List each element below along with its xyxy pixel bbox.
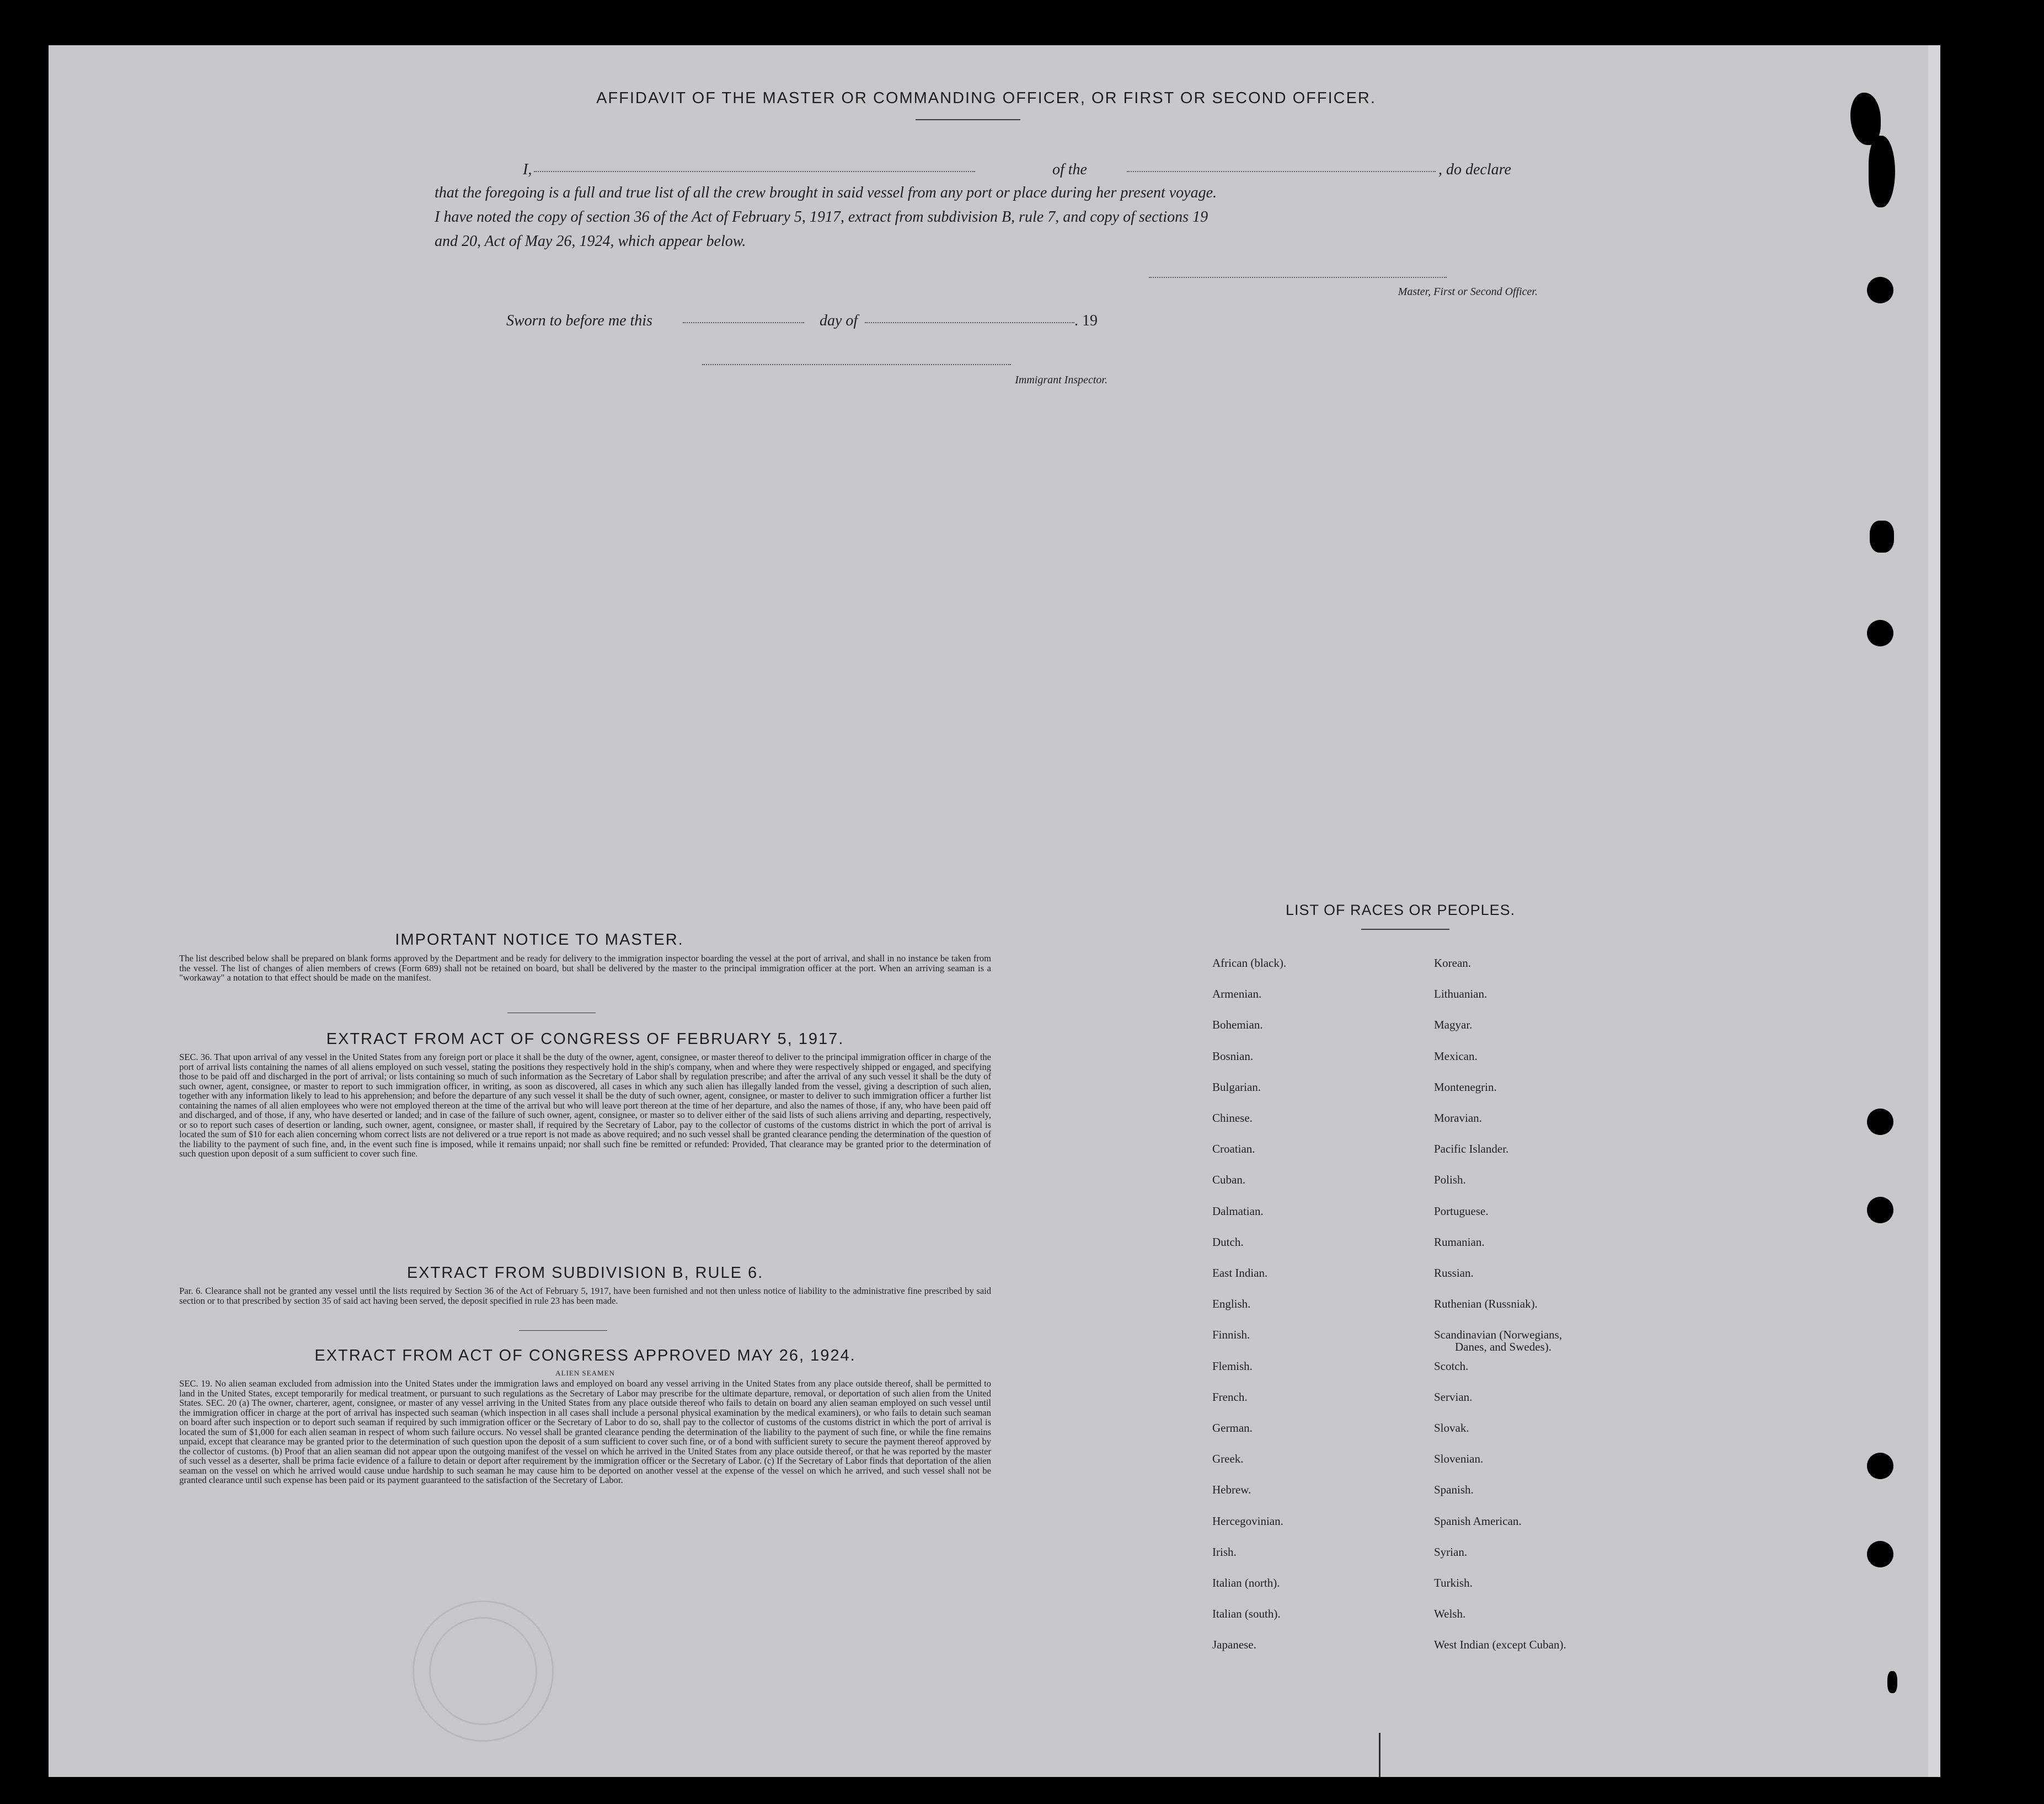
declaration-line-1-start: I, (523, 161, 532, 178)
vessel-blank (1127, 171, 1436, 172)
affidavit-title: AFFIDAVIT OF THE MASTER OR COMMANDING OFFICER, OR FIRST OR SECOND OFFICER. (596, 89, 1376, 107)
race-item: Bohemian. (1212, 1018, 1263, 1032)
extract-1924-subtitle: ALIEN SEAMEN (555, 1369, 615, 1377)
embossed-seal-inner (429, 1617, 537, 1725)
race-item: Bulgarian. (1212, 1080, 1261, 1094)
race-item: Pacific Islander. (1434, 1142, 1509, 1156)
declaration-line-2: that the foregoing is a full and true list of all the crew brought in said vessel from any port or place during her present voyage. (435, 184, 1217, 201)
race-item: Hebrew. (1212, 1483, 1251, 1497)
race-item: Spanish American. (1434, 1514, 1522, 1528)
race-item: Servian. (1434, 1390, 1473, 1404)
race-item: Moravian. (1434, 1111, 1482, 1125)
race-item: Slovenian. (1434, 1452, 1484, 1466)
punch-hole (1867, 1109, 1893, 1135)
subdivision-text: Par. 6. Clearance shall not be granted any vessel until the lists required by Section 36 of the Act of February 5, 1917, have been furnished and not then unless notice of liability to the administrative fine prescribed by said section or to that prescribed by section 35 of said act having been served, the deposit specified in rule 23 has been made. (179, 1286, 991, 1306)
notice-text: The list described below shall be prepared on blank forms approved by the Department and be ready for delivery to the immigration inspector boarding the vessel at the port of arrival, and shall in no instance be taken from the vessel. The list of changes of alien members of crews (Form 689) shall not be retained on board, but shall be delivered by the master to the principal immigration officer at the port. When an arriving seaman is a "workaway" a notation to that effect should be made on the manifest. (179, 953, 991, 983)
race-item: Scandinavian (Norwegians, (1434, 1328, 1563, 1342)
race-item: Cuban. (1212, 1173, 1246, 1187)
extract-1917-text: SEC. 36. That upon arrival of any vessel in the United States from any foreign port or place it shall be the duty of the owner, agent, consignee, or master thereof to deliver to the principal immigration officer in charge of the port of arrival lists containing the names of all aliens employed on such vessel, stating the positions they respectively hold in the ship's company, when and where they were respectively shipped or engaged, and specifying those to be paid off and discharged in the port of arrival; or lists containing so much of such information as the Secretary of Labor shall by regulation prescribe; and after the arrival of any such vessel it shall be the duty of such owner, agent, consignee, or master to report to such immigration officer, in writing, as soon as discovered, all cases in which any such alien has illegally landed from the vessel, giving a description of such alien, together with any information likely to lead to his apprehension; and before the departure of any such vessel it shall be the duty of such owner, agent, consignee, or master to deliver to such immigration officer a further list containing the names of all alien employees who were not employed thereon at the time of the arrival but who will leave port thereon at the time of her departure, and also the names of those, if any, who have been paid off and discharged, and of those, if any, who have deserted or landed; and in case of the failure of such owner, agent, consignee, or master so to deliver either of the said lists of such aliens arriving and departing, respectively, or so to report such cases of desertion or landing, such owner, agent, consignee, or master shall, if required by the Secretary of Labor, pay to the collector of customs of the customs district in which the port of arrival is located the sum of $10 for each alien concerning whom correct lists are not delivered or a true report is not made as above required; and no such vessel shall be granted clearance pending the determination of the question of the liability to the payment of such fine, and, in the event such fine is imposed, while it remains unpaid; nor shall such fine be remitted or refunded: Provided, That clearance may be granted prior to the determination of such question upon deposit of a sum sufficient to cover such fine. (179, 1052, 991, 1159)
race-item: Scotch. (1434, 1359, 1469, 1373)
race-item: French. (1212, 1390, 1248, 1404)
punch-hole (1867, 277, 1893, 303)
race-item: Finnish. (1212, 1328, 1250, 1342)
punch-hole (1867, 1197, 1893, 1223)
punch-hole (1867, 1453, 1893, 1479)
race-item: Croatian. (1212, 1142, 1255, 1156)
declaration-line-3: I have noted the copy of section 36 of the Act of February 5, 1917, extract from subdivision B, rule 7, and copy of sections 19 (435, 208, 1208, 226)
month-blank (865, 322, 1074, 323)
race-item: Japanese. (1212, 1638, 1256, 1652)
punch-hole (1867, 1541, 1893, 1567)
race-item: Armenian. (1212, 987, 1262, 1001)
race-item: Flemish. (1212, 1359, 1253, 1373)
race-item: Spanish. (1434, 1483, 1474, 1497)
race-item: Italian (north). (1212, 1576, 1280, 1589)
edge-damage (1887, 1671, 1897, 1693)
race-item: East Indian. (1212, 1266, 1268, 1280)
race-item: Ruthenian (Russniak). (1434, 1297, 1538, 1311)
race-item: Dutch. (1212, 1235, 1244, 1249)
races-title: LIST OF RACES OR PEOPLES. (1286, 902, 1516, 918)
declaration-line-1-end: , do declare (1438, 161, 1511, 178)
races-title-underline (1361, 929, 1449, 930)
race-item: Turkish. (1434, 1576, 1473, 1589)
document-page (49, 45, 1928, 1777)
race-item: Polish. (1434, 1173, 1466, 1187)
day-blank (683, 322, 804, 323)
race-item: Irish. (1212, 1545, 1237, 1559)
signature-label: Master, First or Second Officer. (1398, 286, 1538, 298)
race-item: Dalmatian. (1212, 1204, 1264, 1218)
sworn-end: . 19 (1074, 312, 1098, 329)
signature-blank (1149, 277, 1447, 278)
race-item: West Indian (except Cuban). (1434, 1638, 1566, 1652)
inspector-label: Immigrant Inspector. (1015, 374, 1107, 386)
subdivision-title: EXTRACT FROM SUBDIVISION B, RULE 6. (406, 1264, 764, 1282)
race-item-continued: Danes, and Swedes). (1455, 1340, 1551, 1354)
title-underline (916, 119, 1020, 120)
extract-1924-text: SEC. 19. No alien seaman excluded from admission into the United States under the immigration laws and employed on board any vessel arriving in the United States from any place outside thereof, shall be permitted to land in the United States, except temporarily for medical treatment, or pursuant to such regulations as the Secretary of Labor may prescribe for the ultimate departure, removal, or deportation of such alien from the United States. SEC. 20 (a) The owner, charterer, agent, consignee, or master of any vessel arriving in the United States from any place outside thereof who fails to detain on board any alien seaman employed on such vessel until the immigration officer in charge at the port of arrival has inspected such seaman (which inspection in all cases shall include a personal physical examination by the medical examiners), or who fails to detain such seaman on board after such inspection or to deport such seaman if required by such immigration officer or the Secretary of Labor to do so, shall pay to the collector of customs of the customs district in which the port of arrival is located the sum of $1,000 for each alien seaman in respect of whom such failure occurs. No vessel shall be granted clearance pending the determination of the liability to the payment of such fine, or while the fine remains unpaid, except that clearance may be granted prior to the determination of such question upon the deposit of a sum sufficient to cover such fine, or of a bond with sufficient surety to secure the payment thereof approved by the collector of customs. (b) Proof that an alien seaman did not appear upon the outgoing manifest of the vessel on which he arrived in the United States from any place outside thereof, or that he was reported by the master of such vessel as a deserter, shall be prima facie evidence of a failure to detain or deport after requirement by the immigration officer or the Secretary of Labor. (c) If the Secretary of Labor finds that deportation of the alien seaman on the vessel on which he arrived would cause undue hardship to such seaman he may cause him to be deported on another vessel at the expense of the vessel on which he arrived, and such vessel shall not be granted clearance until such expense has been paid or its payment guaranteed to the satisfaction of the Secretary of Labor. (179, 1378, 991, 1485)
notice-title: IMPORTANT NOTICE TO MASTER. (395, 931, 684, 949)
declaration-line-1-mid: of the (1052, 161, 1087, 178)
edge-damage (1869, 136, 1895, 207)
race-item: Mexican. (1434, 1049, 1478, 1063)
race-item: Bosnian. (1212, 1049, 1254, 1063)
race-item: Montenegrin. (1434, 1080, 1497, 1094)
race-item: Russian. (1434, 1266, 1474, 1280)
race-item: African (black). (1212, 956, 1287, 970)
edge-damage (1870, 521, 1894, 553)
declaration-line-4: and 20, Act of May 26, 1924, which appear below. (435, 233, 746, 250)
fold-mark (1379, 1733, 1380, 1777)
race-item: Greek. (1212, 1452, 1244, 1466)
sworn-mid: day of (820, 312, 858, 329)
race-item: Magyar. (1434, 1018, 1473, 1032)
race-item: Welsh. (1434, 1607, 1466, 1621)
race-item: Chinese. (1212, 1111, 1253, 1125)
race-item: Slovak. (1434, 1421, 1469, 1434)
race-item: Syrian. (1434, 1545, 1468, 1559)
extract-1917-title: EXTRACT FROM ACT OF CONGRESS OF FEBRUARY 5, 1917. (326, 1030, 844, 1048)
sworn-start: Sworn to before me this (506, 312, 652, 329)
punch-hole (1867, 620, 1893, 646)
extract-1924-title: EXTRACT FROM ACT OF CONGRESS APPROVED MAY 26, 1924. (314, 1347, 856, 1364)
race-item: Korean. (1434, 956, 1472, 970)
inspector-blank (702, 364, 1011, 365)
race-item: English. (1212, 1297, 1251, 1311)
page-edge (1928, 45, 1940, 1777)
race-item: Lithuanian. (1434, 987, 1487, 1001)
divider (519, 1330, 607, 1331)
race-item: Italian (south). (1212, 1607, 1281, 1621)
race-item: Hercegovinian. (1212, 1514, 1283, 1528)
race-item: German. (1212, 1421, 1253, 1434)
race-item: Portuguese. (1434, 1204, 1489, 1218)
race-item: Rumanian. (1434, 1235, 1485, 1249)
name-blank (534, 171, 975, 172)
